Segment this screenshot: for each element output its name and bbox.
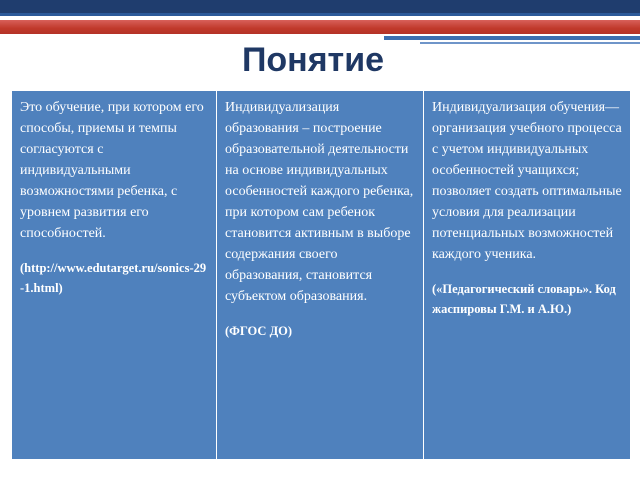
table-row <box>12 91 631 460</box>
definition-text: Это обучение, при котором его способы, приемы и темпы согласуются с индивидуальными возможностями ребенка, с уровнем развития его способностей. <box>20 100 204 241</box>
page-title: Понятие <box>241 41 385 79</box>
definitions-table <box>11 90 631 460</box>
definition-cell-2 <box>217 91 424 460</box>
definition-text: Индивидуализация образования – построение образовательной деятельности на основе индивидуальных особенностей каждого ребенка, при котором сам ребенок становится активным в выборе содержания своего образования, становится субъектом образования. <box>225 100 414 304</box>
definition-source: («Педагогический словарь». Коджаспировы Г.М. и А.Ю.) <box>432 282 616 316</box>
definition-cell-3 <box>424 91 631 460</box>
top-decor-bar <box>0 0 640 16</box>
definition-source: (http://www.edutarget.ru/sonics-29-1.html) <box>20 261 207 295</box>
red-decor-stripe <box>0 20 640 34</box>
definition-text: Индивидуализация обучения— организация учебного процесса с учетом индивидуальных особенностей учащихся; позволяет создать оптимальные условия для реализации потенциальных возможностей каждого ученика. <box>432 100 622 262</box>
definition-source: (ФГОС ДО) <box>225 324 293 338</box>
definition-cell-1 <box>12 91 217 460</box>
